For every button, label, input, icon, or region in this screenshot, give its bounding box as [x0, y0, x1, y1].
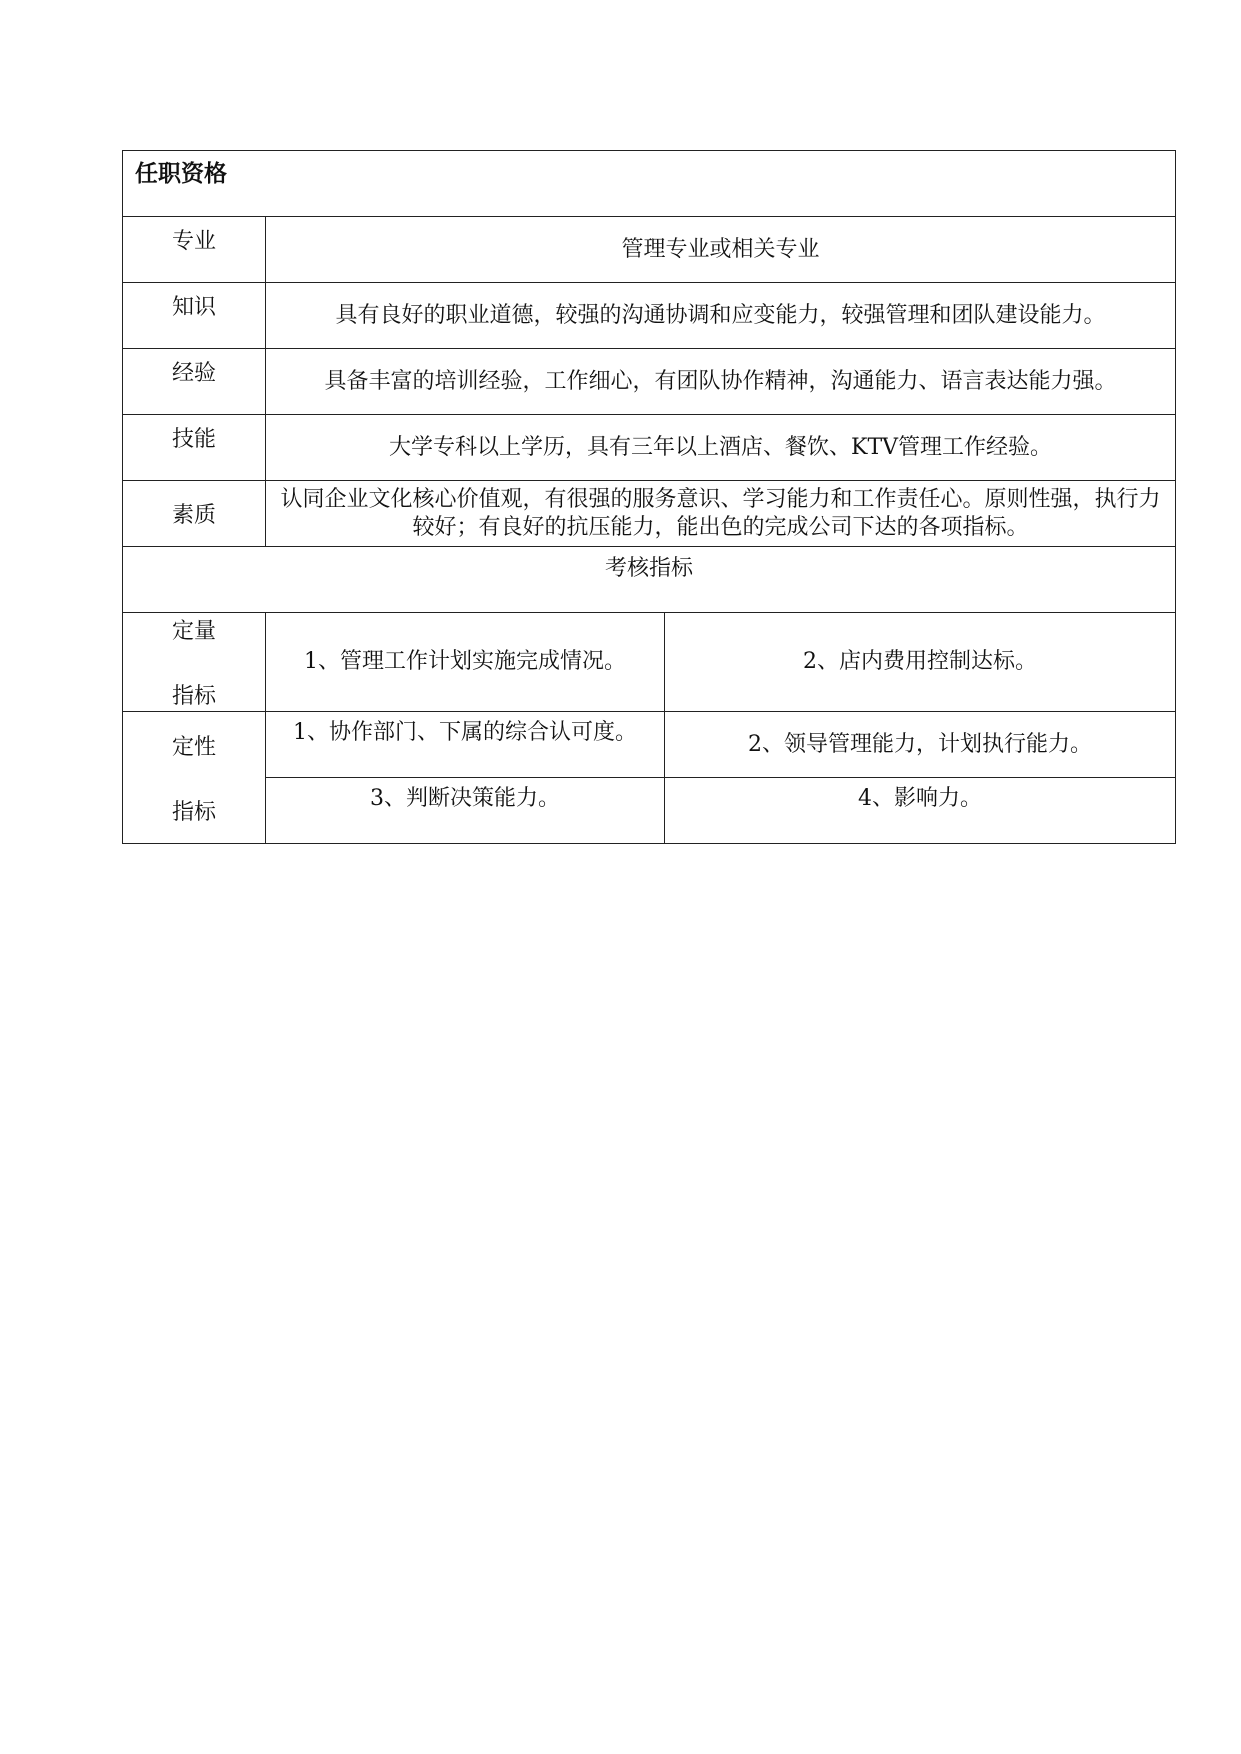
- qualifications-table: [122, 150, 1176, 844]
- quantitative-item-1: 1、管理工作计划实施完成情况。: [266, 613, 665, 712]
- row-label-knowledge: 知识: [123, 283, 266, 349]
- qualitative-item-3: 3、判断决策能力。: [266, 778, 665, 844]
- quantitative-label-line1: 定量: [171, 619, 216, 644]
- qualitative-label: [123, 712, 266, 844]
- row-content-major: 管理专业或相关专业: [266, 217, 1176, 283]
- quantitative-item-2: 2、店内费用控制达标。: [665, 613, 1176, 712]
- qualitative-row-1: [123, 712, 1176, 778]
- row-label-skills: 技能: [123, 415, 266, 481]
- row-label-quality: 素质: [123, 481, 266, 547]
- assessment-header-row: [123, 547, 1176, 613]
- qualitative-label-line2: 指标: [171, 799, 216, 825]
- table-row: [123, 283, 1176, 349]
- row-content-experience: 具备丰富的培训经验，工作细心，有团队协作精神，沟通能力、语言表达能力强。: [266, 349, 1176, 415]
- quantitative-label-line2: 指标: [171, 684, 216, 709]
- row-label-experience: 经验: [123, 349, 266, 415]
- table-row: [123, 349, 1176, 415]
- qualitative-row-2: [123, 778, 1176, 844]
- quantitative-label: [123, 613, 266, 712]
- table-row: [123, 415, 1176, 481]
- table-row: [123, 217, 1176, 283]
- qualitative-item-2: 2、领导管理能力，计划执行能力。: [665, 712, 1176, 778]
- qualitative-item-4: 4、影响力。: [665, 778, 1176, 844]
- quantitative-row: [123, 613, 1176, 712]
- assessment-title: 考核指标: [123, 547, 1176, 613]
- row-label-major: 专业: [123, 217, 266, 283]
- row-content-skills: 大学专科以上学历，具有三年以上酒店、餐饮、KTV管理工作经验。: [266, 415, 1176, 481]
- row-content-quality: 认同企业文化核心价值观，有很强的服务意识、学习能力和工作责任心。原则性强，执行力较好；有良好的抗压能力，能出色的完成公司下达的各项指标。: [266, 481, 1176, 547]
- qualitative-label-line1: 定性: [171, 734, 216, 760]
- title-row: [123, 151, 1176, 217]
- table-title: 任职资格: [123, 151, 1176, 217]
- row-content-knowledge: 具有良好的职业道德，较强的沟通协调和应变能力，较强管理和团队建设能力。: [266, 283, 1176, 349]
- table-row: [123, 481, 1176, 547]
- qualitative-item-1: 1、协作部门、下属的综合认可度。: [266, 712, 665, 778]
